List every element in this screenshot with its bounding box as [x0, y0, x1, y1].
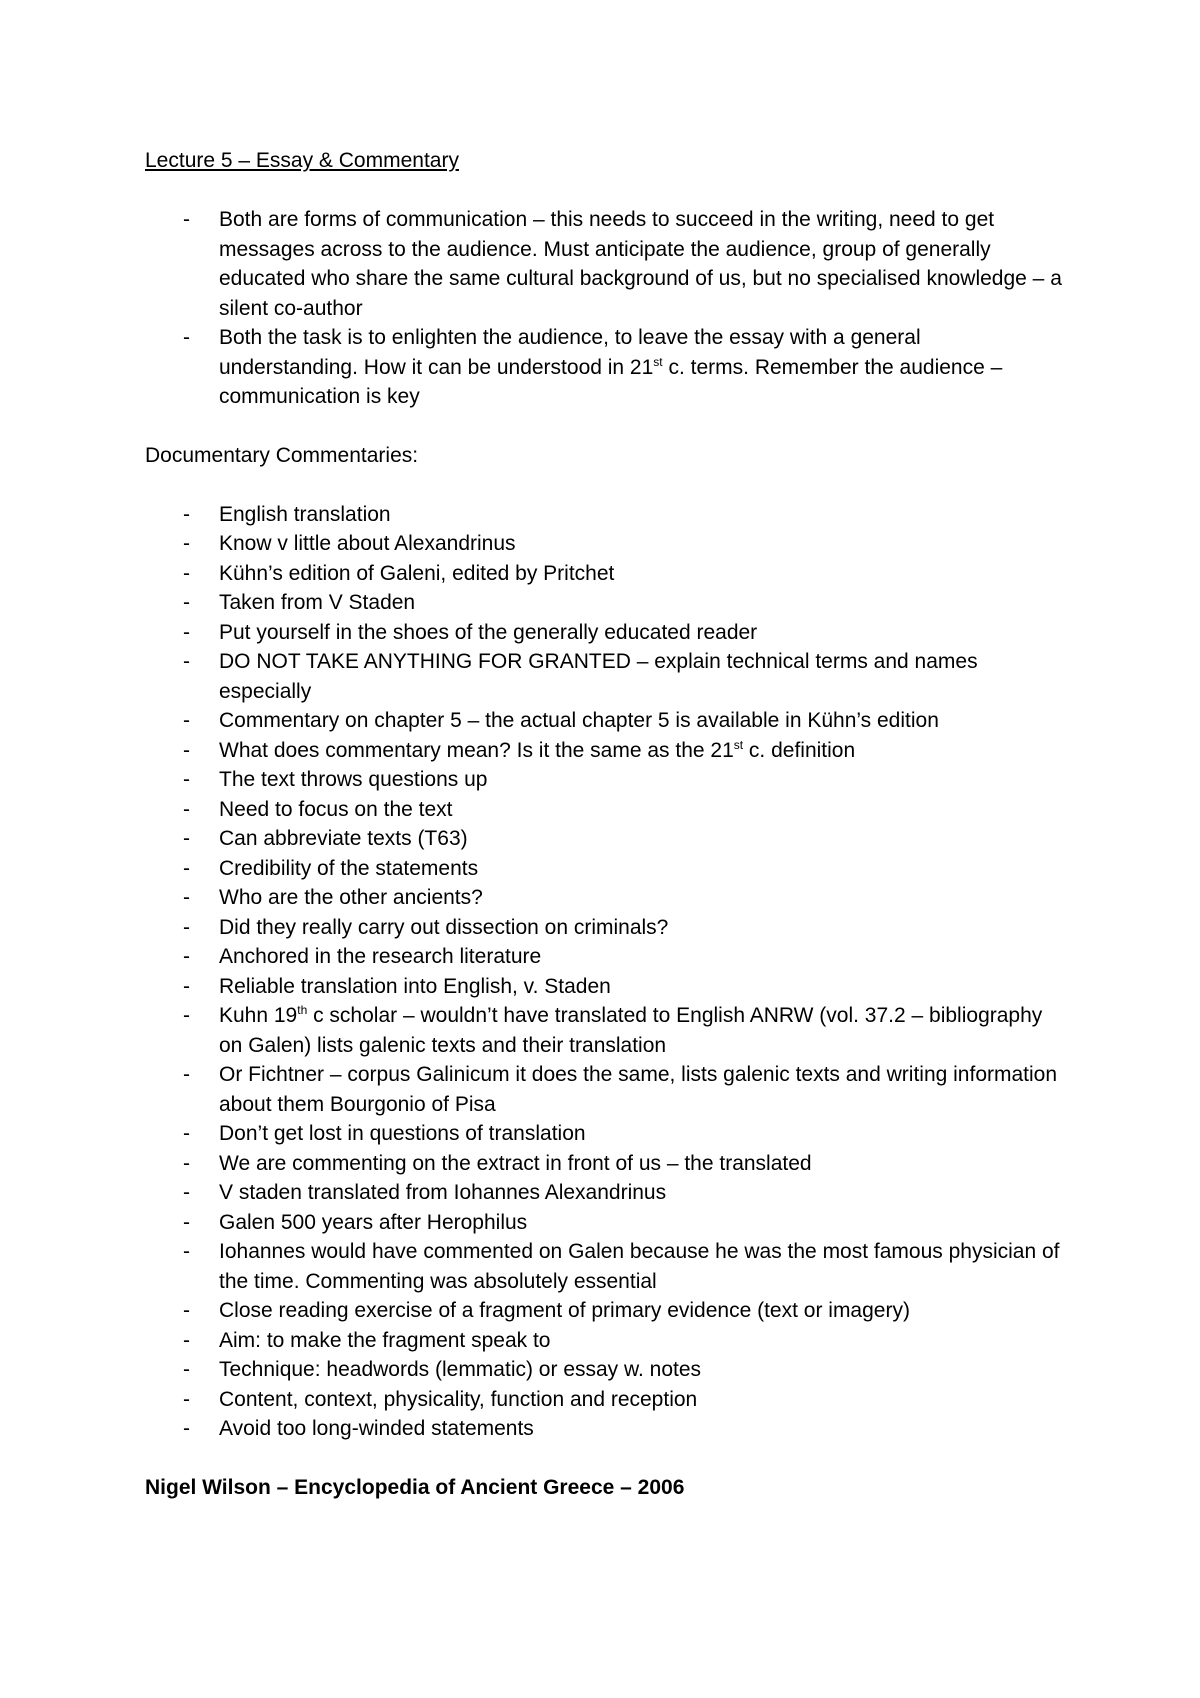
list-item — [145, 795, 1065, 825]
section-title: Documentary Commentaries: — [145, 443, 419, 467]
dash-bullet: - — [183, 1358, 190, 1381]
list-item-text — [219, 739, 855, 762]
dash-bullet: - — [183, 915, 190, 939]
list-item — [145, 529, 1065, 559]
list-item — [145, 942, 1065, 972]
dash-bullet: - — [183, 827, 190, 850]
list-item-text: Did they really carry out dissection on criminals? — [219, 915, 669, 939]
list-item-text: Content, context, physicality, function and reception — [219, 1387, 698, 1411]
dash-bullet: - — [183, 1299, 190, 1322]
dash-bullet: - — [183, 1004, 190, 1027]
text-segment: c. definition — [743, 738, 856, 762]
dash-bullet: - — [183, 1151, 190, 1175]
list-item-text: Anchored in the research literature — [219, 945, 542, 968]
list-item — [145, 736, 1065, 766]
dash-bullet: - — [183, 709, 190, 732]
list-item — [145, 765, 1065, 795]
list-item — [145, 559, 1065, 589]
dash-bullet: - — [183, 502, 190, 526]
intro-list — [145, 205, 1065, 412]
list-item-text — [219, 326, 1002, 408]
dash-bullet: - — [183, 886, 190, 909]
list-item — [145, 618, 1065, 648]
list-item-text: Taken from V Staden — [219, 591, 416, 614]
list-item-text: Technique: headwords (lemmatic) or essay w. notes — [219, 1358, 702, 1381]
ordinal-superscript: st — [733, 737, 744, 752]
list-item-text: Kühn’s edition of Galeni, edited by Pritchet — [219, 561, 615, 585]
dash-bullet: - — [183, 561, 190, 585]
list-item-text: Avoid too long-winded statements — [219, 1417, 534, 1440]
list-item-text: Close reading exercise of a fragment of primary evidence (text or imagery) — [219, 1299, 910, 1322]
list-item-text: Commentary on chapter 5 – the actual chapter 5 is available in Kühn’s edition — [219, 709, 939, 732]
list-item-text: Don’t get lost in questions of translation — [219, 1122, 586, 1145]
list-item-text: Or Fichtner – corpus Galinicum it does the same, lists galenic texts and writing information about them Bourgonio of Pisa — [219, 1063, 1058, 1116]
list-item — [145, 706, 1065, 736]
dash-bullet: - — [183, 208, 190, 231]
list-item — [145, 647, 1065, 706]
dash-bullet: - — [183, 738, 190, 762]
text-segment: Kuhn 19 — [219, 1004, 298, 1027]
list-item-text: Credibility of the statements — [219, 856, 479, 880]
spacer — [145, 471, 1065, 500]
list-item-text: Both are forms of communication – this needs to succeed in the writing, need to get messages across to the audience. Must anticipate the audience, group of generally educated who share the same cultural background of us, but no specialised knowledge – a silent co-author — [219, 208, 1062, 320]
dash-bullet: - — [183, 1328, 190, 1352]
list-item — [145, 883, 1065, 913]
list-item — [145, 205, 1065, 323]
ordinal-superscript: st — [653, 354, 663, 369]
list-item — [145, 913, 1065, 943]
footer-heading: Nigel Wilson – Encyclopedia of Ancient Greece – 2006 — [145, 1475, 685, 1499]
list-item-text: Galen 500 years after Herophilus — [219, 1210, 528, 1234]
list-item — [145, 1178, 1065, 1208]
list-item — [145, 824, 1065, 854]
commentary-list — [145, 500, 1065, 1444]
list-item-text: Can abbreviate texts (T63) — [219, 827, 468, 850]
list-item-text: V staden translated from Iohannes Alexandrinus — [219, 1181, 667, 1204]
list-item — [145, 1119, 1065, 1149]
list-item-text: Who are the other ancients? — [219, 886, 483, 909]
list-item — [145, 1385, 1065, 1415]
dash-bullet: - — [183, 620, 190, 644]
dash-bullet: - — [183, 797, 190, 821]
dash-bullet: - — [183, 1387, 190, 1411]
dash-bullet: - — [183, 591, 190, 614]
dash-bullet: - — [183, 1417, 190, 1440]
dash-bullet: - — [183, 650, 190, 673]
lecture-title: Lecture 5 – Essay & Commentary — [145, 149, 459, 172]
list-item-text: Reliable translation into English, v. Staden — [219, 974, 611, 998]
list-item — [145, 1296, 1065, 1326]
list-item-text: The text throws questions up — [219, 768, 488, 791]
list-item — [145, 1355, 1065, 1385]
list-item — [145, 588, 1065, 618]
list-item — [145, 1149, 1065, 1179]
spacer — [145, 412, 1065, 441]
spacer — [145, 1444, 1065, 1473]
dash-bullet: - — [183, 326, 190, 349]
text-segment: Both the task is to enlighten the audience, to leave the essay with a general understanding. How it can be understood in 21 — [219, 326, 921, 379]
list-item-text: English translation — [219, 502, 391, 526]
spacer — [145, 176, 1065, 205]
document-content — [145, 146, 1065, 1503]
text-segment: c scholar – wouldn’t have translated to English ANRW (vol. 37.2 – bibliography on Galen) lists galenic texts and their translation — [219, 1004, 1043, 1057]
list-item — [145, 972, 1065, 1002]
dash-bullet: - — [183, 856, 190, 880]
list-item-text: We are commenting on the extract in front of us – the translated — [219, 1151, 812, 1175]
dash-bullet: - — [183, 1181, 190, 1204]
list-item — [145, 323, 1065, 412]
dash-bullet: - — [183, 1122, 190, 1145]
list-item-text: Iohannes would have commented on Galen because he was the most famous physician of the time. Commenting was absolutely essential — [219, 1240, 1060, 1293]
ordinal-superscript: th — [297, 1003, 308, 1017]
list-item-text: Put yourself in the shoes of the generally educated reader — [219, 620, 758, 644]
list-item — [145, 500, 1065, 530]
dash-bullet: - — [183, 532, 190, 555]
dash-bullet: - — [183, 1063, 190, 1086]
dash-bullet: - — [183, 945, 190, 968]
list-item-text: Know v little about Alexandrinus — [219, 532, 516, 555]
list-item — [145, 1208, 1065, 1238]
list-item — [145, 1414, 1065, 1444]
text-segment: What does commentary mean? Is it the same as the 21 — [219, 738, 734, 762]
list-item — [145, 1326, 1065, 1356]
list-item-text — [219, 1004, 1042, 1057]
list-item — [145, 1001, 1065, 1060]
list-item-text: Need to focus on the text — [219, 797, 453, 821]
list-item — [145, 1060, 1065, 1119]
dash-bullet: - — [183, 1240, 190, 1263]
list-item — [145, 854, 1065, 884]
list-item-text: Aim: to make the fragment speak to — [219, 1328, 551, 1352]
dash-bullet: - — [183, 768, 190, 791]
dash-bullet: - — [183, 974, 190, 998]
text-segment: c. terms. Remember the audience – communication is key — [219, 355, 1003, 408]
dash-bullet: - — [183, 1210, 190, 1234]
list-item-text: DO NOT TAKE ANYTHING FOR GRANTED – explain technical terms and names especially — [219, 650, 978, 703]
list-item — [145, 1237, 1065, 1296]
